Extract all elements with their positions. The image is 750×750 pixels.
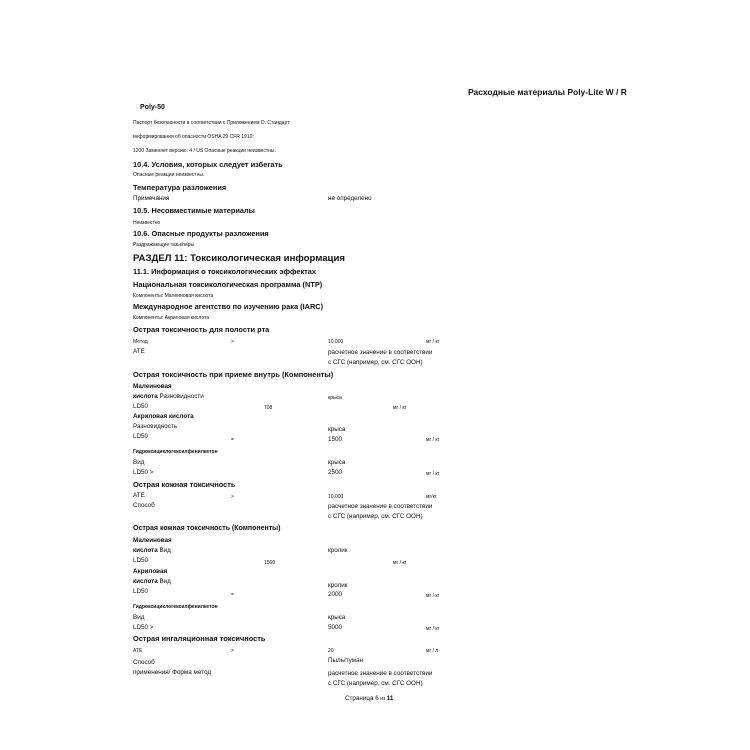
dermal-calc-line-1: расчетное значение в соответствии [328,503,433,510]
acrylic-acid-ld50-unit: мг / кг [426,437,440,443]
dermal-ate-label: ATE [133,492,145,499]
decomposition-temp-heading: Температура разложения [133,183,227,192]
acrylic-acid-species-label: Разновидность [133,423,178,430]
oral-toxicity-heading: Острая токсичность для полости рта [133,325,270,334]
oral-value: 10,000 [328,339,344,345]
page-total: 11 [386,695,394,702]
maleic-acid-name-2: кислота [133,393,158,400]
inhalation-unit: мг / л [426,648,439,654]
acrylic-acid-ld50-label: LD50 [133,433,149,440]
page-prefix: Страница [345,695,376,702]
hydroxy-ketone-species: крыса [328,459,346,466]
dermal-hydroxy-ld50-unit: мг / кг [426,626,440,632]
product-name: Poly-50 [140,104,165,111]
section-10-5-text: Неизвестно [133,220,161,226]
oral-calc-line-2: с СГС (например, см. СГС ООН) [328,359,423,366]
iarc-text: Компоненты: Акриловая кислота [133,315,210,321]
intro-line-1: Паспорт безопасности в соответствии с Приложением D. Стандарт [133,120,290,126]
section-11-title: РАЗДЕЛ 11: Токсикологическая информация [133,253,345,264]
oral-operator: > [231,339,234,345]
intro-line-3: 1200 Заменяет версию: 4 / US Опасные реакции неизвестны. [133,148,276,154]
dermal-method-label: Способ [133,502,155,509]
section-10-6-text: Раздражающие газы/пары [133,242,195,248]
inhalation-form-label: применения/ Форма метод [133,669,211,676]
hydroxy-ketone-species-label: Вид [133,459,145,466]
ntp-heading: Национальная токсикологическая программа (NTP) [133,280,323,289]
inhalation-toxicity-heading: Острая ингаляционная токсичность [133,634,266,643]
dermal-hydroxy-ld50-value: 5000 [328,624,343,631]
oral-unit: мг / кг [426,339,440,345]
section-10-4-text: Опасные реакции неизвестны. [133,172,205,178]
section-10-6-heading: 10.6. Опасные продукты разложения [133,229,269,238]
dermal-acrylic-species-line [133,578,171,585]
oral-calc-line-1: расчетное значение в соответствии [328,349,433,356]
inhalation-calc-line-2: с СГС (например, см. СГС ООН) [328,680,423,687]
dermal-maleic-ld50-unit: мг / кг [393,560,407,566]
acrylic-acid-ld50-value: 1500 [328,436,343,443]
dermal-acrylic-ld50-value: 2000 [328,591,343,598]
inhalation-ate-label: ATE [133,648,143,654]
dermal-acrylic-species: кролик [328,582,348,589]
intro-line-2: информирования об опасности OSHA 29 CFR 1910: [133,134,254,140]
inhalation-calc-line-1: расчетное значение в соответствии [328,670,433,677]
dermal-maleic-ld50-label: LD50 [133,557,149,564]
notes-label: Примечания [133,195,170,202]
dermal-components-heading: Острая кожная токсичность (Компоненты) [133,525,281,532]
dermal-maleic-name-1: Малеиновая [133,537,172,544]
dermal-value: 10,000 [328,494,344,500]
ntp-text: Компоненты: Малеиновая кислота [133,293,214,299]
dermal-hydroxy-ld50-label: LD50 > [133,624,154,631]
page-current: 6 [375,695,379,702]
dermal-maleic-species-line [133,547,171,554]
hydroxy-ketone-heading: Гидроксициклогексилфенилкетон [133,449,218,455]
dermal-acrylic-ld50-label: LD50 [133,588,149,595]
species-label: Разновидности [157,393,204,400]
dermal-acrylic-name-1: Акриловая [133,568,168,575]
acrylic-acid-species: крыса [328,426,346,433]
dermal-maleic-species: кролик [328,547,348,554]
dermal-toxicity-heading: Острая кожная токсичность [133,480,236,489]
maleic-acid-ld50-value: 708 [264,405,273,411]
dermal-hydroxy-species: крыса [328,614,346,621]
species-label: Вид [157,578,171,585]
inhalation-method-value: Пыль/туман [328,657,364,664]
maleic-acid-species: крыса [328,395,342,401]
notes-value: не определено [328,195,372,202]
oral-method-label: Метод [133,339,148,345]
section-10-5-heading: 10.5. Несовместимые материалы [133,206,255,215]
dermal-unit: мг/кг [426,494,437,500]
inhalation-value: 20 [328,648,334,654]
dermal-hydroxy-heading: Гидроксициклогексилфенилкетон [133,604,218,610]
page-of: из [378,696,387,702]
hydroxy-ketone-ld50-label: LD50 > [133,469,154,476]
dermal-acrylic-name-2: кислота [133,578,158,585]
dermal-acrylic-ld50-unit: мг / кг [426,593,440,599]
dermal-maleic-name-2: кислота [133,547,158,554]
dermal-hydroxy-species-label: Вид [133,614,145,621]
section-11-1-heading: 11.1. Информация о токсикологических эффектах [133,267,317,276]
section-10-4-heading: 10.4. Условия, которых следует избегать [133,160,283,169]
document-title: Расходные материалы Poly-Lite W / R [468,87,627,97]
acrylic-acid-operator: = [231,437,234,443]
dermal-acrylic-operator: = [231,592,234,598]
dermal-maleic-ld50-value: 1560 [264,560,276,566]
oral-ate-label: ATE [133,348,145,355]
inhalation-operator: > [231,648,234,654]
inhalation-method-label: Способ [133,659,155,666]
maleic-acid-ld50-unit: мг / кг [393,405,407,411]
maleic-acid-name-1: Малеиновая [133,383,172,390]
dermal-operator: > [231,494,234,500]
hydroxy-ketone-ld50-unit: мг / кг [426,471,440,477]
species-label: Вид [157,547,171,554]
ingestion-components-heading: Острая токсичность при приеме внутрь (Компоненты) [133,370,334,379]
maleic-acid-species-line [133,393,204,400]
dermal-calc-line-2: с СГС (например, см. СГС ООН) [328,513,423,520]
iarc-heading: Международное агентство по изучению рака (IARC) [133,302,324,311]
acrylic-acid-heading: Акриловая кислота [133,413,194,420]
maleic-acid-ld50-label: LD50 [133,403,149,410]
page-number [345,695,393,702]
hydroxy-ketone-ld50-value: 2500 [328,469,343,476]
